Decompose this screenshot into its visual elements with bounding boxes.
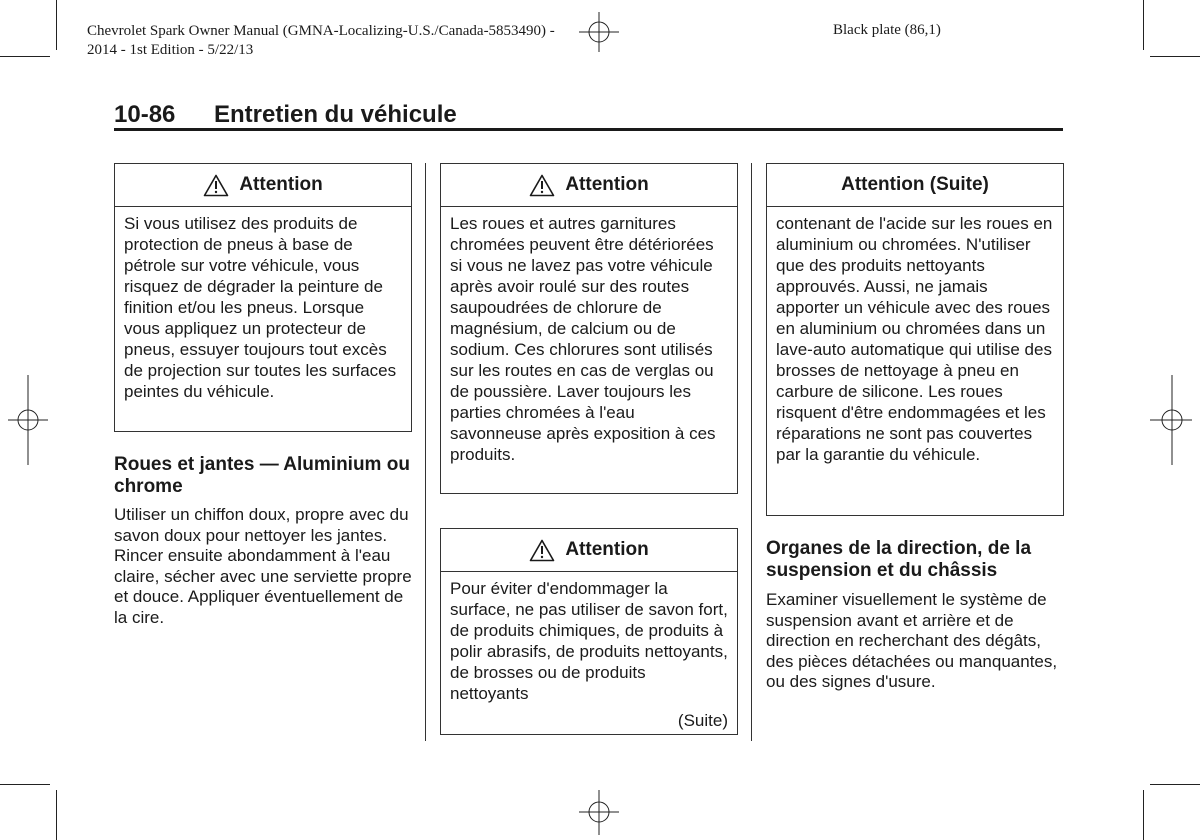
attention-title (115, 164, 411, 207)
manual-line-2: 2014 - 1st Edition - 5/22/13 (87, 42, 254, 58)
attention-title-text: Attention (Suite) (841, 174, 989, 195)
warning-triangle-icon (529, 174, 555, 197)
attention-body (441, 572, 737, 739)
registration-mark-icon (574, 790, 624, 835)
section-heading (114, 101, 457, 129)
attention-body: Si vous utilisez des produits de protection de pneus à base de pétrole sur votre véhicule, vous risquez de dégrader la peinture de finition et/ou les pneus. Lorsque vous appliquez un protecteur de pneus, essuyer toujours tout excès de projection sur toutes les surfaces peintes du véhicule. (124, 214, 397, 401)
crop-mark (1143, 790, 1144, 840)
attention-box (766, 163, 1064, 516)
subheading-wheels: Roues et jantes — Aluminium ou chrome (114, 454, 410, 497)
attention-title-text: Attention (565, 539, 649, 560)
crop-mark (56, 790, 57, 840)
plate-label: Black plate (86,1) (833, 22, 941, 38)
attention-title-text: Attention (565, 174, 649, 195)
manual-line-1: Chevrolet Spark Owner Manual (GMNA-Localizing-U.S./Canada-5853490) - (87, 23, 555, 39)
column-divider (425, 163, 426, 741)
manual-info (87, 22, 555, 60)
page-number: 10-86 (114, 101, 176, 128)
attention-body-text: Pour éviter d'endommager la surface, ne pas utiliser de savon fort, de produits chimiques, de produits à polir abrasifs, de produits nettoyants, de brosses ou de produits nettoyants (450, 579, 728, 703)
crop-mark (1150, 56, 1200, 57)
attention-title-text: Attention (239, 174, 323, 195)
crop-mark (56, 0, 57, 50)
crop-mark (1150, 784, 1200, 785)
subheading-steering: Organes de la direction, de la suspension et du châssis (766, 538, 1032, 581)
registration-mark-icon (4, 375, 48, 465)
crop-mark (0, 784, 50, 785)
attention-title (441, 164, 737, 207)
crop-mark (0, 56, 50, 57)
registration-mark-icon (574, 12, 624, 52)
crop-mark (1143, 0, 1144, 50)
paragraph-steering: Examiner visuellement le système de suspension avant et arrière et de direction en recherchant des dégâts, des pièces détachées ou manquantes, ou des signes d'usure. (766, 590, 1058, 691)
attention-body: Les roues et autres garnitures chromées peuvent être détériorées si vous ne lavez pas votre véhicule après avoir roulé sur des routes saupoudrées de chlorure de magnésium, de calcium ou de sodium. Ces chlorures sont utilisés sur les routes en cas de verglas ou de poussière. Laver toujours les parties chromées à l'eau savonneuse après exposition à ces produits. (450, 214, 716, 464)
attention-box (114, 163, 412, 432)
column-divider (751, 163, 752, 741)
warning-triangle-icon (203, 174, 229, 197)
attention-box (440, 163, 738, 494)
paragraph-wheels: Utiliser un chiffon doux, propre avec du savon doux pour nettoyer les jantes. Rincer ensuite abondamment à l'eau claire, sécher avec une serviette propre et douce. Appliquer éventuellement de la cire. (114, 505, 412, 627)
continued-label: (Suite) (677, 711, 728, 730)
registration-mark-icon (1150, 375, 1196, 465)
heading-rule (114, 128, 1063, 131)
attention-body: contenant de l'acide sur les roues en aluminium ou chromées. N'utiliser que des produits nettoyants approuvés. Aussi, ne jamais apporter un véhicule avec des roues en aluminium ou chromées dans un lave-auto automatique qui utilise des brosses de nettoyage à pneu en carbure de silicone. Les roues risquent d'être endommagées et les réparations ne sont pas couvertes par la garantie du véhicule. (776, 214, 1053, 464)
attention-title (767, 164, 1063, 207)
attention-title (441, 529, 737, 572)
attention-box (440, 528, 738, 735)
section-title: Entretien du véhicule (214, 101, 457, 128)
warning-triangle-icon (529, 539, 555, 562)
